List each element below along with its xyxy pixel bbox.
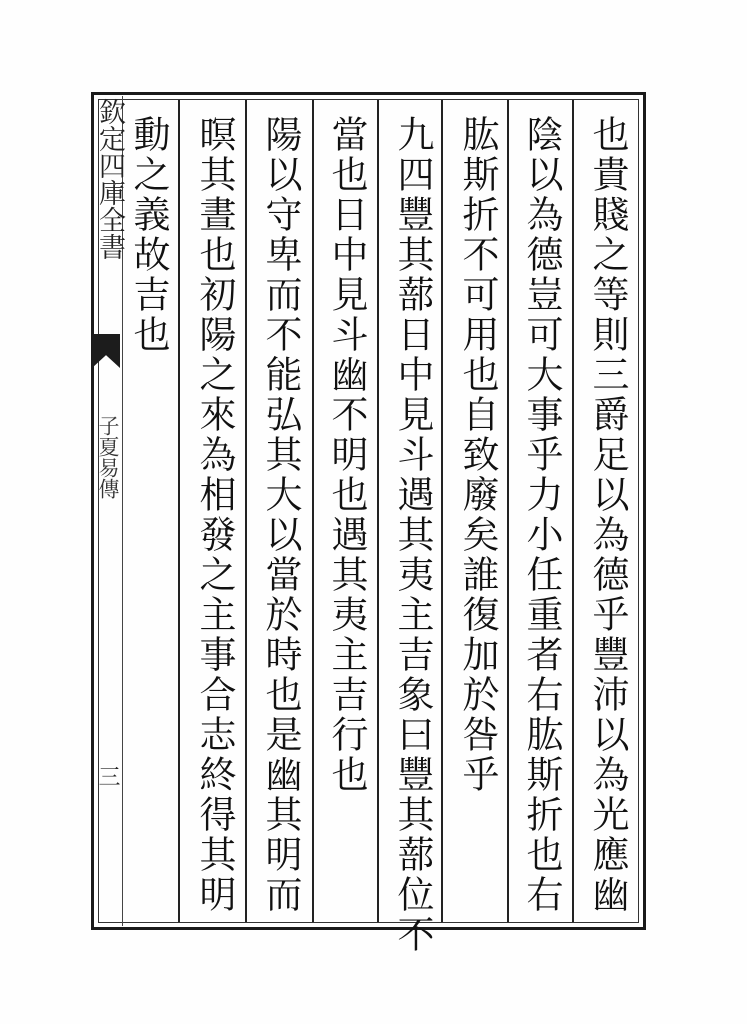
page-number: 三: [95, 765, 120, 787]
text-column-7: 暝其晝也初陽之來為相發之主事合志終得其明: [193, 115, 236, 915]
column-divider: [377, 100, 379, 922]
text-column-6: 陽以守卑而不能弘其大以當於時也是幽其明而: [259, 115, 302, 915]
column-divider: [441, 100, 443, 922]
column-divider: [507, 100, 509, 922]
column-divider: [572, 100, 574, 922]
text-column-3: 肱斯折不可用也自致廢矣誰復加於咎乎: [456, 115, 499, 795]
text-column-8: 動之義故吉也: [127, 115, 170, 355]
text-column-5: 當也日中見斗幽不明也遇其夷主吉行也: [325, 115, 368, 795]
book-title: 子夏易傳: [96, 415, 120, 499]
text-column-4: 九四豐其蔀日中見斗遇其夷主吉象曰豐其蔀位不: [391, 115, 434, 955]
collection-title: 欽定四庫全書: [94, 98, 125, 260]
text-column-2: 陰以為德豈可大事乎力小任重者右肱斯折也右: [520, 115, 563, 915]
column-divider: [245, 100, 247, 922]
text-column-1: 也貴賤之等則三爵足以為德乎豐沛以為光應幽: [586, 115, 629, 915]
column-divider: [178, 100, 180, 922]
column-divider: [312, 100, 314, 922]
